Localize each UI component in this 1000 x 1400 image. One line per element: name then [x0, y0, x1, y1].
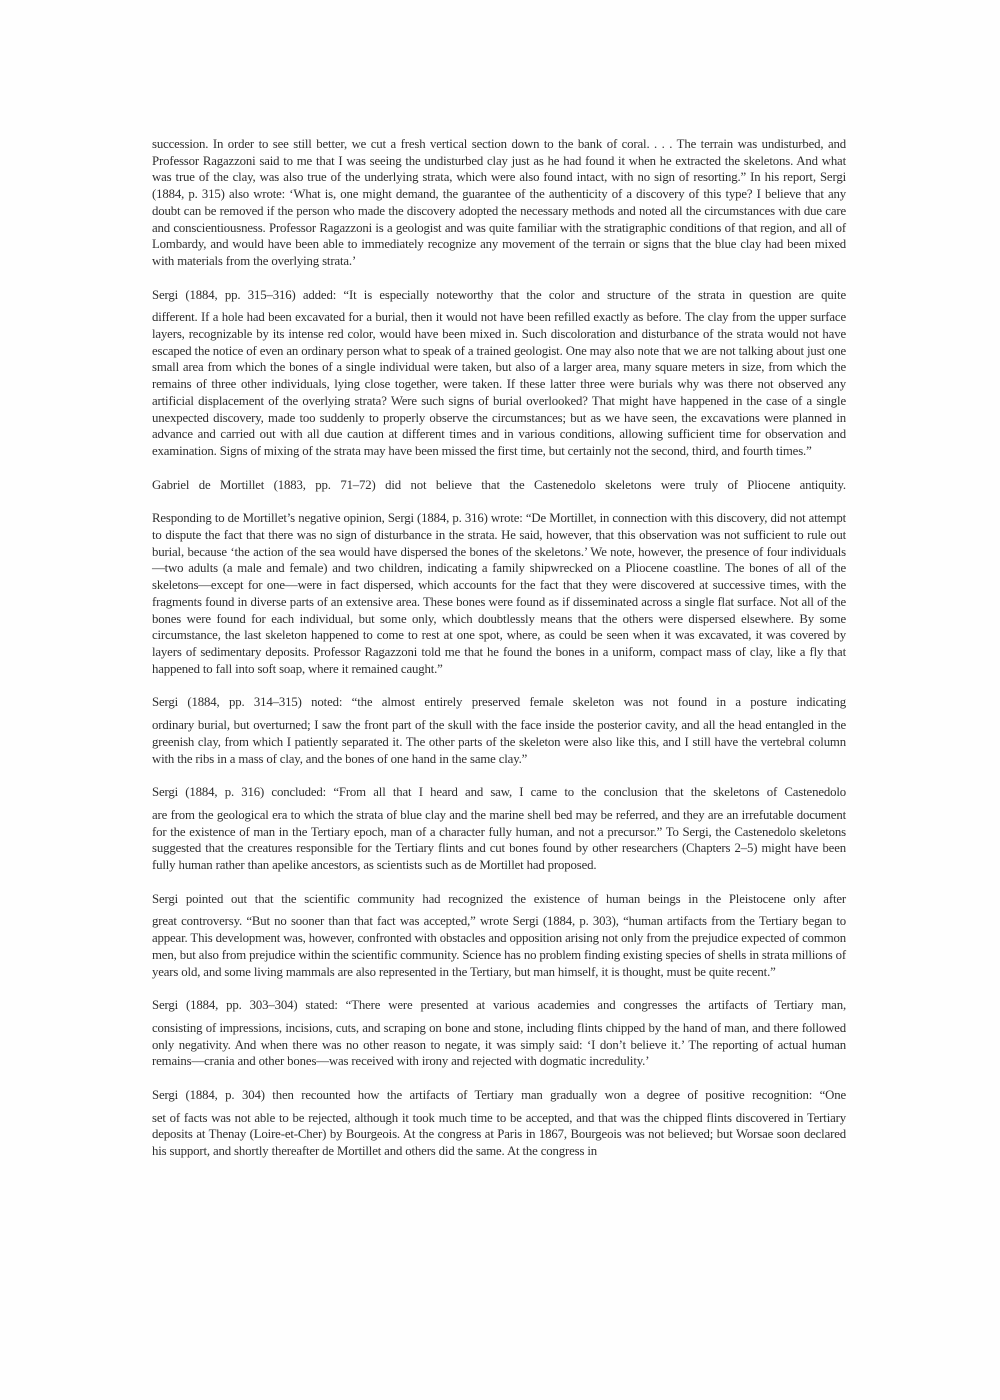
paragraph-lead-line: Sergi (1884, pp. 303–304) stated: “There were presented at various academies and congresses the artifacts of Tertiary man, — [152, 998, 846, 1013]
page-text-block — [152, 136, 846, 1177]
paragraph-body: are from the geological era to which the strata of blue clay and the marine shell bed may be referred, and they are an irrefutable document for the existence of man in the Tertiary epoch, man of a character fully human, and not a precursor.” To Sergi, the Castenedolo skeletons suggested that the creatures responsible for the Tertiary flints and cut bones found by other researchers (Chapters 2–5) might have been fully human rather than apelike ancestors, as scientists such as de Mortillet had proposed. — [152, 807, 846, 873]
paragraph — [152, 510, 846, 677]
paragraph-lead-line: Sergi (1884, pp. 314–315) noted: “the almost entirely preserved female skeleton was not found in a posture indicating — [152, 695, 846, 710]
paragraph — [152, 784, 846, 874]
paragraph-lead-line: Sergi pointed out that the scientific community had recognized the existence of human beings in the Pleistocene only after — [152, 891, 846, 906]
paragraph-body: succession. In order to see still better, we cut a fresh vertical section down to the bank of coral. . . . The terrain was undisturbed, and Professor Ragazzoni said to me that I was seeing the undisturbed clay just as he had found it when he extracted the skeletons. And what was true of the clay, was also true of the underlying strata, which were also found intact, with no sign of resorting.” In his report, Sergi (1884, p. 315) also wrote: ‘What is, one might demand, the guarantee of the authenticity of a discovery of this type? I believe that any doubt can be removed if the person who made the discovery adopted the necessary methods and noted all the circumstances with due care and conscientiousness. Professor Ragazzoni is a geologist and was quite familiar with the stratigraphic conditions of that region, and all of Lombardy, and would have been able to immediately recognize any movement of the terrain or signs that the blue clay had been mixed with materials from the overlying strata.’ — [152, 137, 846, 268]
paragraph-body: set of facts was not able to be rejected, although it took much time to be accepted, and that was the chipped flints discovered in Tertiary deposits at Thenay (Loire-et-Cher) by Bourgeois. At the congress at Paris in 1867, Bourgeois was not believed; but Worsae soon declared his support, and shortly thereafter de Mortillet and others did the same. At the congress in — [152, 1110, 846, 1159]
paragraph-body: ordinary burial, but overturned; I saw the front part of the skull with the face inside the posterior cavity, and all the head entangled in the greenish clay, from which I patiently separated it. The other parts of the skeleton were also like this, and I still have the vertebral column with the ribs in a mass of clay, and the bones of one hand in the same clay.” — [152, 718, 846, 766]
paragraph — [152, 287, 846, 460]
paragraph — [152, 891, 846, 981]
paragraph-body: great controversy. “But no sooner than that fact was accepted,” wrote Sergi (1884, p. 303), “human artifacts from the Tertiary began to appear. This development was, however, confronted with obstacles and opposition arising not only from the prejudice expected of common men, but also from prejudice within the scientific community. Science has no problem finding existing species of shells in strata millions of years old, and some living mammals are also represented in the Tertiary, but man himself, it is thought, must be quite recent.” — [152, 914, 846, 979]
paragraph — [152, 477, 846, 494]
paragraph-body: Gabriel de Mortillet (1883, pp. 71–72) did not believe that the Castenedolo skeletons were truly of Pliocene antiquity. — [152, 477, 846, 492]
paragraph-lead-line: Sergi (1884, p. 316) concluded: “From all that I heard and saw, I came to the conclusion that the skeletons of Castenedolo — [152, 785, 846, 800]
paragraph — [152, 1087, 846, 1160]
paragraph — [152, 997, 846, 1070]
paragraph-lead-line: Sergi (1884, pp. 315–316) added: “It is especially noteworthy that the color and structure of the strata in question are quite — [152, 287, 846, 302]
paragraph-body: different. If a hole had been excavated for a burial, then it would not have been refilled exactly as before. The clay from the upper surface layers, recognizable by its intense red color, would have been mixed in. Such discoloration and disturbance of the strata would not have escaped the notice of even an ordinary person what to speak of a trained geologist. One may also note that we are not talking about just one small area from which the bones of a single individual were taken, but also of a larger area, many square meters in size, from which the remains of three other individuals, lying close together, were taken. If these latter three were burials why was there not observed any artificial displacement of the overlying strata? Were such signs of burial overlooked? That might have happened in the case of a single unexpected discovery, made too suddenly to properly observe the circumstances; but as we have seen, the excavations were planned in advance and carried out with all due caution at different times and in various conditions, allowing sufficient time for observation and examination. Signs of mixing of the strata may have been missed the first time, but certainly not the second, third, and fourth times.” — [152, 310, 846, 458]
paragraph-body: Responding to de Mortillet’s negative opinion, Sergi (1884, p. 316) wrote: “De Mortillet, in connection with this discovery, did not attempt to dispute the fact that there was no sign of disturbance in the strata. He said, however, that this observation was not sufficient to rule out burial, because ‘the action of the sea would have dispersed the bones of the skeletons.’ We note, however, the presence of four individuals—two adults (a male and female) and two children, indicating a family shipwrecked on a Pliocene coastline. The bones of all of the skeletons—except for one—were in fact dispersed, which accounts for the fact that they were discovered at successive times, with the fragments found in diverse parts of an extensive area. These bones were found as if disseminated across a single flat surface. Not all of the bones were found for each individual, but some only, which doubtlessly means that the others were dispersed elsewhere. By some circumstance, the last skeleton happened to come to rest at one spot, where, as could be seen when it was excavated, it was covered by layers of sedimentary deposits. Professor Ragazzoni told me that he found the bones in a uniform, compact mass of clay, like a fly that happened to fall into soft soap, where it remained caught.” — [152, 511, 846, 676]
paragraph — [152, 694, 846, 767]
paragraph-lead-line: Sergi (1884, p. 304) then recounted how the artifacts of Tertiary man gradually won a degree of positive recognition: “One — [152, 1088, 846, 1103]
paragraph-body: consisting of impressions, incisions, cuts, and scraping on bone and stone, including flints chipped by the hand of man, and there followed only negativity. And when there was no other reason to negate, it was simply said: ‘I don’t believe it.’ The reporting of actual human remains—crania and other bones—was received with irony and rejected with dogmatic incredulity.’ — [152, 1020, 846, 1069]
paragraph — [152, 136, 846, 270]
